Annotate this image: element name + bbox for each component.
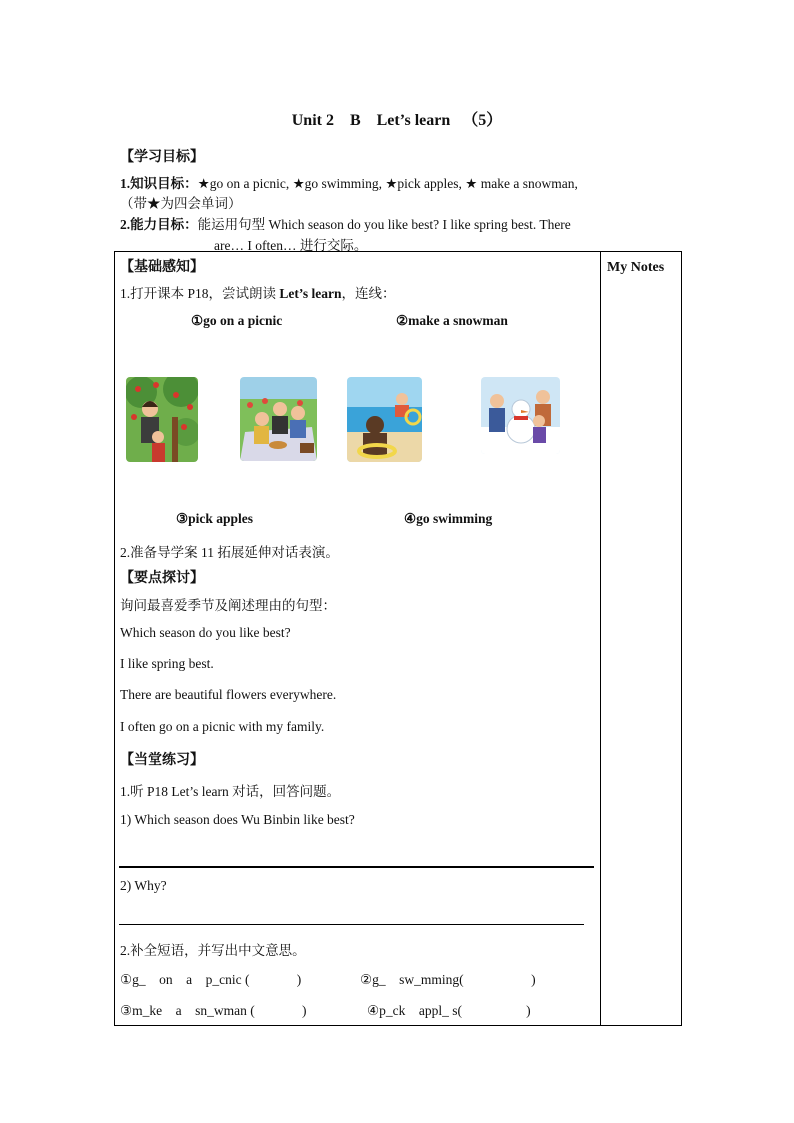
phrase-3: ③pick apples [176, 511, 253, 526]
sentence-3: There are beautiful flowers everywhere. [120, 687, 337, 702]
task1-line [120, 282, 396, 302]
fill-row-1-left: ①g_ on a p_cnic ( ) [120, 972, 302, 987]
notes-cell [600, 251, 682, 1026]
task1-suffix: ，连线： [341, 286, 396, 301]
fill-row-2-left: ③m_ke a sn_wman ( ) [120, 1003, 307, 1018]
picnic-illustration [240, 377, 317, 461]
fill-row-1-right: ②g_ sw_mming( ) [360, 972, 536, 987]
practice-task1: 1.听 P18 Let’s learn 对话，回答问题。 [120, 784, 341, 799]
answer-line-1[interactable] [119, 866, 594, 868]
knowledge-objective [120, 172, 578, 192]
page-title: Unit 2 B Let’s learn （5） [291, 112, 503, 129]
phrase-2: ②make a snowman [396, 313, 508, 328]
fill-row-2-right: ④p_ck appl_ s( ) [367, 1003, 531, 1018]
ability-objective [120, 213, 571, 233]
ability-text-cont: are… I often… 进行交际。 [214, 238, 368, 253]
snowman-illustration [481, 377, 560, 454]
knowledge-text: ★go on a picnic, ★go swimming, ★pick apples, ★ make a snowman, [197, 176, 578, 191]
ability-label: 2.能力目标： [120, 217, 198, 232]
phrase-1: ①go on a picnic [191, 313, 283, 328]
phrase-4: ④go swimming [404, 511, 493, 526]
practice-task2: 2.补全短语，并写出中文意思。 [120, 943, 306, 958]
my-notes-label: My Notes [607, 260, 665, 275]
sentence-1: Which season do you like best? [120, 625, 291, 640]
apple-picking-illustration [126, 377, 198, 462]
task1-bold: Let’s learn [279, 286, 342, 301]
knowledge-label: 1.知识目标： [120, 176, 198, 191]
practice-heading: 【当堂练习】 [120, 753, 204, 768]
basic-heading: 【基础感知】 [120, 260, 204, 275]
sentence-2: I like spring best. [120, 656, 214, 671]
ability-text: 能运用句型 Which season do you like best? I like spring best. There [197, 217, 571, 232]
key-points-intro: 询问最喜爱季节及阐述理由的句型： [120, 598, 336, 613]
task2-line: 2.准备导学案 11 拓展延伸对话表演。 [120, 545, 339, 560]
question-2: 2) Why? [120, 878, 167, 893]
question-1: 1) Which season does Wu Binbin like best? [120, 812, 355, 827]
objectives-heading: 【学习目标】 [120, 150, 204, 165]
key-points-heading: 【要点探讨】 [120, 571, 204, 586]
task1-prefix: 1.打开课本 P18，尝试朗读 [120, 286, 280, 301]
knowledge-note: （带★为四会单词） [120, 196, 242, 211]
swimming-illustration [347, 377, 422, 462]
sentence-4: I often go on a picnic with my family. [120, 719, 325, 734]
answer-line-2[interactable] [119, 924, 584, 925]
